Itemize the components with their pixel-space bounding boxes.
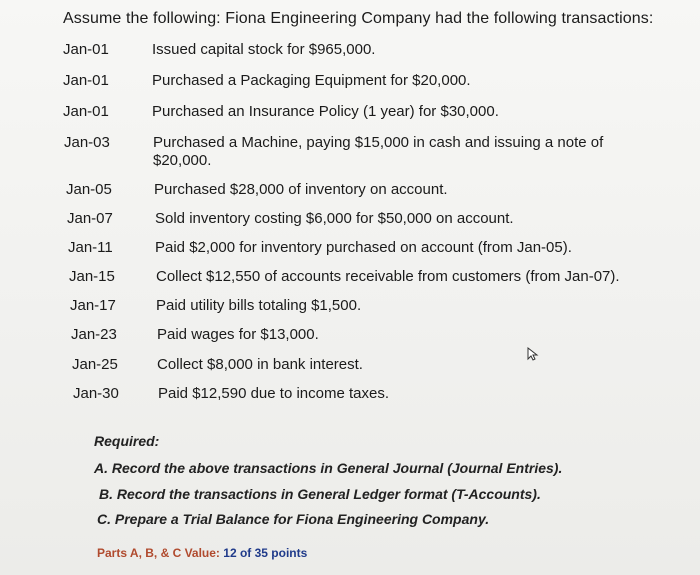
transaction-date: Jan-23 — [71, 326, 117, 343]
transaction-date: Jan-05 — [66, 181, 112, 198]
intro-text: Assume the following: Fiona Engineering Company had the following transactions: — [63, 10, 654, 27]
transaction-description: Sold inventory costing $6,000 for $50,000 on account. — [155, 210, 514, 227]
transaction-description: Issued capital stock for $965,000. — [152, 41, 376, 58]
transaction-date: Jan-01 — [63, 103, 109, 120]
transaction-description: Paid $12,590 due to income taxes. — [158, 385, 389, 402]
task-item: C. Prepare a Trial Balance for Fiona Engineering Company. — [97, 511, 490, 527]
parts-value — [97, 546, 307, 560]
required-heading: Required: — [94, 433, 160, 449]
parts-value-points: 12 of 35 points — [223, 546, 308, 560]
transaction-description: Purchased $28,000 of inventory on account. — [154, 181, 448, 198]
parts-value-label: Parts A, B, & C Value: — [97, 546, 220, 560]
transaction-description: Purchased a Machine, paying $15,000 in cash and issuing a note of $20,000. — [153, 134, 604, 169]
task-item: A. Record the above transactions in General Journal (Journal Entries). — [94, 460, 563, 476]
transaction-description: Purchased an Insurance Policy (1 year) for $30,000. — [152, 103, 499, 120]
transaction-date: Jan-15 — [69, 268, 115, 285]
transaction-description: Collect $12,550 of accounts receivable from customers (from Jan-07). — [156, 268, 620, 285]
transaction-date: Jan-17 — [70, 297, 116, 314]
transaction-date: Jan-30 — [73, 385, 119, 402]
transaction-description: Collect $8,000 in bank interest. — [157, 356, 363, 373]
transaction-date: Jan-11 — [68, 239, 113, 256]
transaction-date: Jan-07 — [67, 210, 113, 227]
transaction-description: Purchased a Packaging Equipment for $20,000. — [152, 72, 471, 89]
transaction-date: Jan-03 — [64, 134, 110, 151]
transaction-description: Paid $2,000 for inventory purchased on account (from Jan-05). — [155, 239, 572, 256]
mouse-pointer-icon — [526, 347, 540, 361]
transaction-date: Jan-25 — [72, 356, 118, 373]
transaction-description: Paid wages for $13,000. — [157, 326, 319, 343]
transaction-description: Paid utility bills totaling $1,500. — [156, 297, 362, 314]
task-item: B. Record the transactions in General Ledger format (T-Accounts). — [99, 486, 541, 502]
transaction-date: Jan-01 — [63, 41, 109, 58]
transaction-date: Jan-01 — [63, 72, 109, 89]
